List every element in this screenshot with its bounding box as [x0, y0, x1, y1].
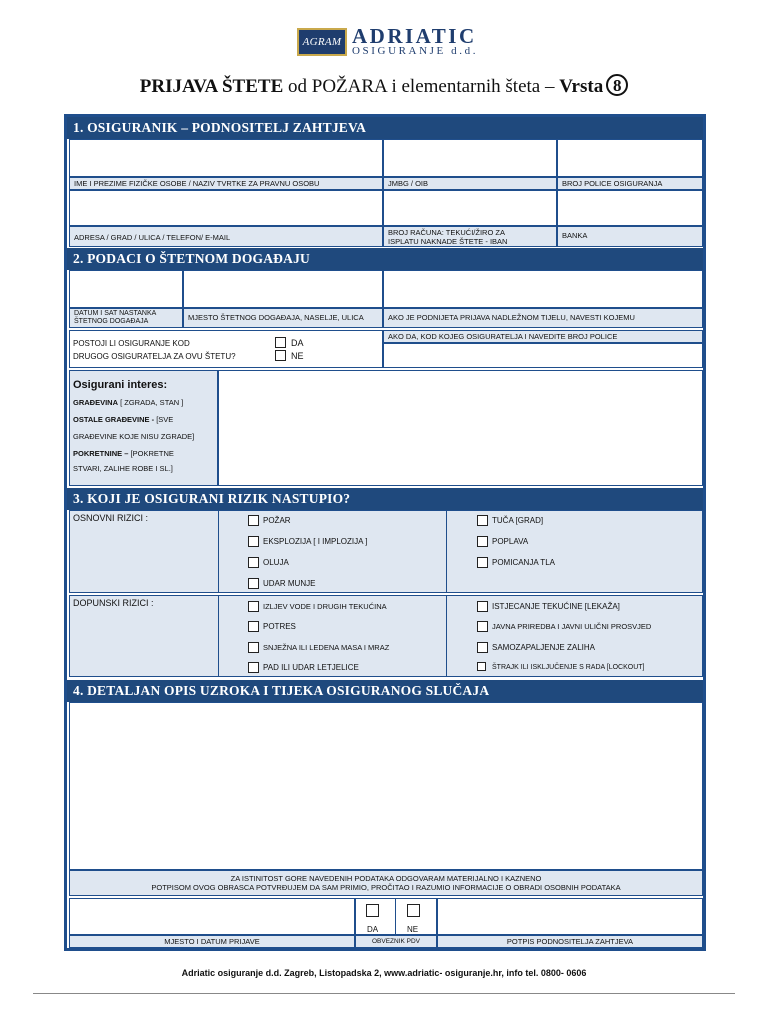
- other-insurer-question: [69, 330, 383, 368]
- company-name: ADRIATIC: [352, 24, 477, 48]
- interest-ostale-note-1: [SVE: [154, 415, 174, 424]
- claim-form: [64, 114, 706, 951]
- risk-izljev-vode-label: IZLJEV VODE I DRUGIH TEKUĆINA: [263, 602, 387, 611]
- form-title: [0, 74, 768, 98]
- risk-udar-munje-checkbox[interactable]: [248, 578, 259, 589]
- other-insurer-yes-label: DA: [291, 338, 304, 348]
- risk-strajk-label: ŠTRAJK ILI ISKLJUČENJE S RADA [LOCKOUT]: [492, 664, 645, 671]
- risk-udar-munje-label: UDAR MUNJE: [263, 579, 316, 588]
- signature-field[interactable]: [437, 898, 703, 935]
- divider: [218, 510, 219, 593]
- risk-eksplozija-label: EKSPLOZIJA [ I IMPLOZIJA ]: [263, 537, 368, 546]
- event-place-label: MJESTO ŠTETNOG DOGAĐAJA, NASELJE, ULICA: [183, 308, 383, 328]
- vat-payer-label: OBVEZNIK PDV: [355, 935, 437, 948]
- divider: [395, 898, 396, 935]
- other-insurer-text-1: POSTOJI LI OSIGURANJE KOD: [73, 339, 190, 348]
- jmbg-field[interactable]: [383, 139, 557, 177]
- interest-pokretnine-line-2: STVARI, ZALIHE ROBE I SL.]: [73, 464, 173, 473]
- company-footer: Adriatic osiguranje d.d. Zagreb, Listopadska 2, www.adriatic- osiguranje.hr, info tel. 0800- 0606: [181, 968, 587, 978]
- risk-izljev-vode-checkbox[interactable]: [248, 601, 259, 612]
- address-field[interactable]: [69, 190, 383, 226]
- other-insurer-policy-label: AKO DA, KOD KOJEG OSIGURATELJA I NAVEDITE BROJ POLICE: [383, 330, 703, 343]
- section-3-header: 3. KOJI JE OSIGURANI RIZIK NASTUPIO?: [67, 488, 703, 510]
- insured-interest-field[interactable]: [218, 370, 703, 486]
- declaration-line-2: POTPISOM OVOG OBRASCA POTVRĐUJEM DA SAM PRIMIO, PROČITAO I RAZUMIO INFORMACIJE O OBRADI OSOBNIH PODATAKA: [151, 883, 621, 892]
- risk-oluja-checkbox[interactable]: [248, 557, 259, 568]
- divider: [218, 595, 219, 677]
- policy-number-field[interactable]: [557, 139, 703, 177]
- vat-yes-checkbox[interactable]: [366, 904, 379, 917]
- risk-snijeg-checkbox[interactable]: [248, 642, 259, 653]
- account-label-line-1: BROJ RAČUNA: TEKUĆI/ŽIRO ZA: [388, 228, 505, 237]
- interest-ostale-line-2: GRAĐEVINE KOJE NISU ZGRADE]: [73, 432, 195, 441]
- other-insurer-yes-checkbox[interactable]: [275, 337, 286, 348]
- risk-strajk-checkbox[interactable]: [477, 662, 486, 671]
- risk-samozapaljenje-label: SAMOZAPALJENJE ZALIHA: [492, 643, 595, 652]
- account-label: [383, 226, 557, 247]
- company-logo-badge: [297, 28, 347, 56]
- risk-poplava-label: POPLAVA: [492, 537, 529, 546]
- name-field[interactable]: [69, 139, 383, 177]
- interest-gradevina-note: [ ZGRADA, STAN ]: [118, 398, 184, 407]
- risk-pomicanja-tla-checkbox[interactable]: [477, 557, 488, 568]
- risk-potres-checkbox[interactable]: [248, 621, 259, 632]
- title-part-3: Vrsta: [559, 76, 604, 97]
- vat-no-label: NE: [407, 925, 419, 934]
- incident-description-field[interactable]: [69, 702, 703, 870]
- risk-tuca-label: TUČA [GRAD]: [492, 516, 544, 525]
- account-label-line-2: ISPLATU NAKNADE ŠTETE - IBAN: [388, 237, 508, 246]
- vat-yes-label: DA: [367, 925, 379, 934]
- place-date-label: MJESTO I DATUM PRIJAVE: [69, 935, 355, 948]
- risk-pomicanja-tla-label: POMICANJA TLA: [492, 558, 555, 567]
- jmbg-label: JMBG / OIB: [383, 177, 557, 190]
- risk-eksplozija-checkbox[interactable]: [248, 536, 259, 547]
- account-field[interactable]: [383, 190, 557, 226]
- interest-pokretnine-bold: POKRETNINE –: [73, 449, 129, 458]
- divider: [446, 510, 447, 593]
- event-date-label-line-2: ŠTETNOG DOGAĐAJA: [74, 318, 149, 325]
- risk-letjelica-label: PAD ILI UDAR LETJELICE: [263, 663, 359, 672]
- risk-snijeg-label: SNJEŽNA ILI LEDENA MASA I MRAZ: [263, 643, 390, 652]
- extra-risks-label: DOPUNSKI RIZICI :: [73, 598, 154, 608]
- interest-ostale: [73, 415, 173, 425]
- divider: [446, 595, 447, 677]
- name-label: IME I PREZIME FIZIČKE OSOBE / NAZIV TVRTKE ZA PRAVNU OSOBU: [69, 177, 383, 190]
- risk-poplava-checkbox[interactable]: [477, 536, 488, 547]
- authority-report-label: AKO JE PODNIJETA PRIJAVA NADLEŽNOM TIJELU, NAVESTI KOJEMU: [383, 308, 703, 328]
- event-place-field[interactable]: [183, 270, 383, 308]
- risk-pozar-label: POŽAR: [263, 516, 291, 525]
- title-part-2: od POŽARA i elementarnih šteta –: [283, 76, 560, 97]
- other-insurer-no-label: NE: [291, 351, 304, 361]
- risk-letjelica-checkbox[interactable]: [248, 662, 259, 673]
- risk-istjecanje-checkbox[interactable]: [477, 601, 488, 612]
- risk-pozar-checkbox[interactable]: [248, 515, 259, 526]
- interest-pokretnine-note-1: [POKRETNE: [128, 449, 174, 458]
- basic-risks-label: OSNOVNI RIZICI :: [73, 513, 149, 523]
- risk-istjecanje-label: ISTJECANJE TEKUĆINE [LEKAŽA]: [492, 602, 620, 611]
- company-subtitle: OSIGURANJE d.d.: [352, 45, 479, 57]
- vat-no-checkbox[interactable]: [407, 904, 420, 917]
- policy-number-label: BROJ POLICE OSIGURANJA: [557, 177, 703, 190]
- insured-interest-title: Osigurani interes:: [73, 379, 168, 391]
- interest-pokretnine: [73, 449, 174, 459]
- bank-label: BANKA: [557, 226, 703, 247]
- place-date-field[interactable]: [69, 898, 355, 935]
- title-part-1: PRIJAVA ŠTETE: [139, 76, 284, 97]
- section-1-header: 1. OSIGURANIK – PODNOSITELJ ZAHTJEVA: [67, 117, 703, 139]
- risk-samozapaljenje-checkbox[interactable]: [477, 642, 488, 653]
- address-label: ADRESA / GRAD / ULICA / TELEFON/ E-MAIL: [69, 226, 383, 247]
- authority-report-field[interactable]: [383, 270, 703, 308]
- other-insurer-policy-field[interactable]: [383, 343, 703, 368]
- footer-divider: [33, 993, 735, 994]
- event-date-label-line-1: DATUM I SAT NASTANKA: [74, 310, 157, 317]
- risk-oluja-label: OLUJA: [263, 558, 289, 567]
- section-2-header: 2. PODACI O ŠTETNOM DOGAĐAJU: [67, 248, 703, 270]
- form-type-number: 8: [606, 74, 628, 96]
- declaration: [69, 870, 703, 896]
- other-insurer-no-checkbox[interactable]: [275, 350, 286, 361]
- event-date-label: [69, 308, 183, 328]
- risk-potres-label: POTRES: [263, 622, 296, 631]
- interest-gradevina-bold: GRAĐEVINA: [73, 398, 119, 407]
- other-insurer-text-2: DRUGOG OSIGURATELJA ZA OVU ŠTETU?: [73, 352, 236, 361]
- logo-badge-text: AGRAM: [302, 36, 342, 48]
- risk-prosvjed-label: JAVNA PRIREDBA I JAVNI ULIČNI PROSVJED: [492, 622, 652, 631]
- declaration-line-1: ZA ISTINITOST GORE NAVEDENIH PODATAKA ODGOVARAM MATERIJALNO I KAZNENO: [230, 874, 542, 883]
- interest-gradevina: [73, 398, 183, 408]
- signature-label: POTPIS PODNOSITELJA ZAHTJEVA: [437, 935, 703, 948]
- basic-risks-area: [69, 510, 703, 593]
- risk-tuca-checkbox[interactable]: [477, 515, 488, 526]
- interest-ostale-bold: OSTALE GRAĐEVINE -: [73, 415, 155, 424]
- event-date-field[interactable]: [69, 270, 183, 308]
- risk-prosvjed-checkbox[interactable]: [477, 621, 488, 632]
- bank-field[interactable]: [557, 190, 703, 226]
- section-4-header: 4. DETALJAN OPIS UZROKA I TIJEKA OSIGURANOG SLUČAJA: [67, 680, 703, 702]
